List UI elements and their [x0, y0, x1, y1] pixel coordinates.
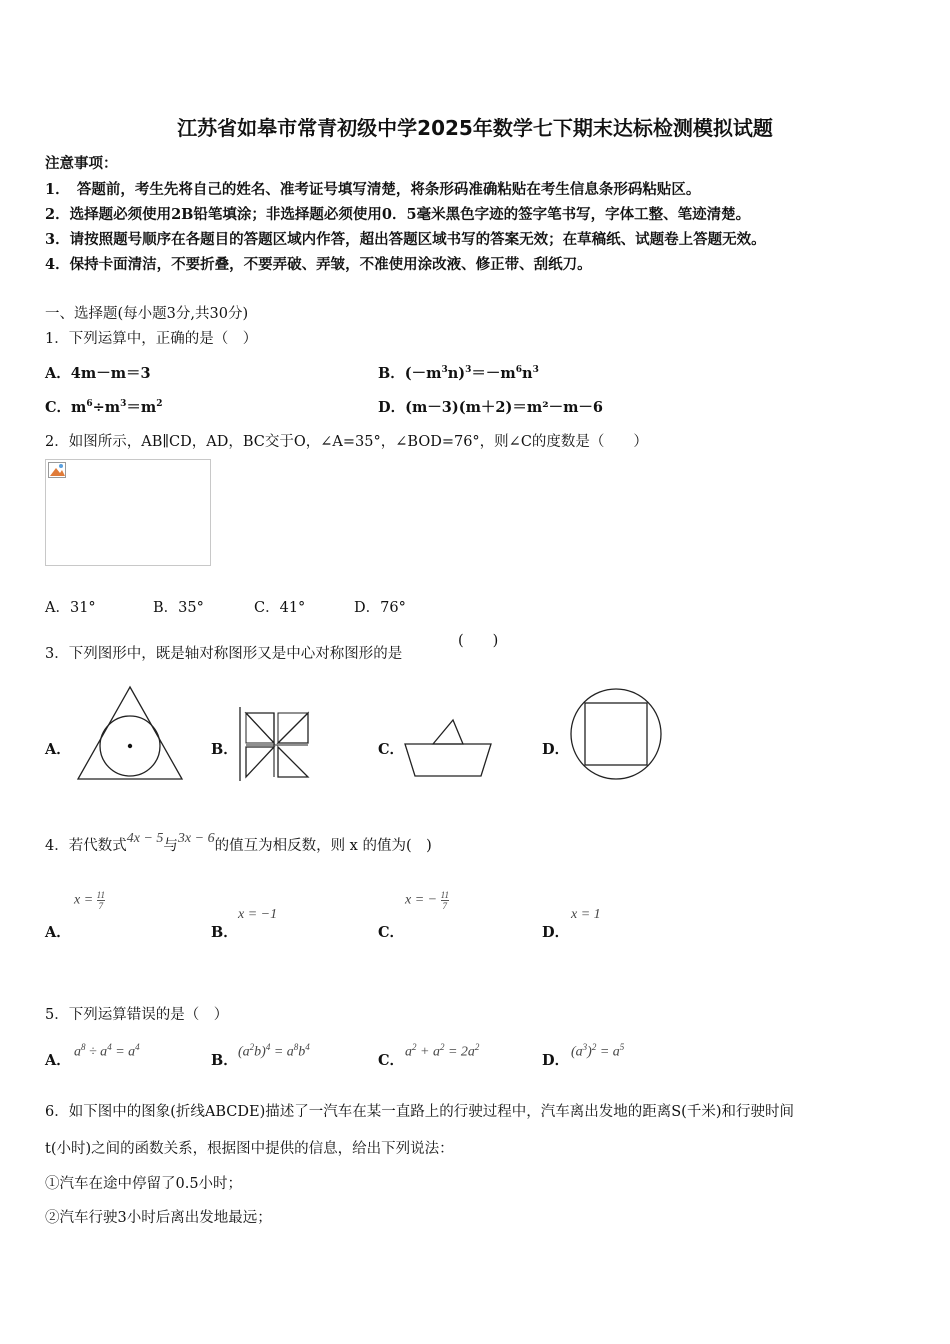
- question-4-stem: 4．若代数式4x − 5与3x − 6的值互为相反数，则 x 的值为( ): [45, 831, 432, 854]
- page-title: 江苏省如皋市常青初级中学2025年数学七下期末达标检测模拟试题: [177, 116, 773, 140]
- q3-label-c: C．: [378, 741, 405, 758]
- q5-option-a: $a^8 \div a^4 = a^4$: [74, 1042, 140, 1060]
- q2-option-a: A．31°: [45, 600, 96, 616]
- q2-option-b: B．35°: [153, 600, 204, 616]
- question-2-stem: 2．如图所示，AB∥CD，AD，BC交于O，∠A=35°，∠BOD=76°，则∠C的度数是（ ）: [45, 434, 648, 450]
- notice-item: 2．选择题必须使用2B铅笔填涂；非选择题必须使用0．5毫米黑色字迹的签字笔书写，字体工整、笔迹清楚。: [45, 206, 751, 223]
- q4-expr-2: 3x − 6: [177, 831, 215, 846]
- boat-figure: [403, 718, 493, 778]
- notice-item: 4．保持卡面清洁，不要折叠，不要弄破、弄皱，不准使用涂改液、修正带、刮纸刀。: [45, 256, 592, 273]
- q4-label-d: D．: [542, 924, 570, 941]
- q5-option-b: $(a^2b)^4 = a^8b^4$: [238, 1042, 310, 1060]
- pinwheel-figure: [238, 707, 314, 783]
- broken-image-placeholder: [45, 459, 211, 566]
- triangle-incircle-figure: [76, 685, 184, 781]
- section-heading: 一、选择题(每小题3分,共30分): [45, 306, 249, 322]
- question-1-stem: 1．下列运算中，正确的是（ ）: [45, 331, 258, 347]
- q5-label-d: D．: [542, 1052, 570, 1069]
- q4-label-a: A．: [45, 924, 71, 941]
- q4-option-a: x = $\frac{11}{7}$: [74, 890, 106, 911]
- question-6-statement-2: ②汽车行驶3小时后离出发地最远；: [45, 1210, 272, 1226]
- question-3-stem: 3．下列图形中，既是轴对称图形又是中心对称图形的是: [45, 646, 403, 662]
- q2-option-c: C．41°: [254, 600, 306, 616]
- q4-option-c: x = − $\frac{11}{7}$: [405, 890, 449, 911]
- question-6-line-1: 6．如下图中的图象(折线ABCDE)描述了一汽车在某一直路上的行驶过程中，汽车离出发地的距离S(千米)和行驶时间: [45, 1104, 794, 1120]
- question-6-statement-1: ①汽车在途中停留了0.5小时；: [45, 1176, 243, 1192]
- q3-label-b: B．: [211, 741, 238, 758]
- q5-option-d: $(a^3)^2 = a^5$: [571, 1042, 625, 1060]
- q4-label-b: B．: [211, 924, 238, 941]
- q1-option-d: D．(m－3)(m＋2)＝m²－m－6: [378, 399, 604, 416]
- q1-option-c: C．$m^6\div m^3=m^2$: [45, 399, 163, 416]
- notice-heading: 注意事项：: [45, 155, 118, 172]
- q1-option-b: B．$(-m^3n)^3=-m^6n^3$: [378, 365, 539, 382]
- q3-label-d: D．: [542, 741, 570, 758]
- q2-option-d: D．76°: [354, 600, 406, 616]
- q3-label-a: A．: [45, 741, 71, 758]
- notice-item: 1． 答题前，考生先将自己的姓名、准考证号填写清楚，将条形码准确粘贴在考生信息条形码粘贴区。: [45, 181, 701, 198]
- circle-square-figure: [568, 688, 664, 780]
- notice-item: 3．请按照题号顺序在各题目的答题区域内作答，超出答题区域书写的答案无效；在草稿纸、试题卷上答题无效。: [45, 231, 766, 248]
- q1-option-a: A．4m－m＝3: [45, 365, 151, 382]
- question-5-stem: 5．下列运算错误的是（ ）: [45, 1007, 229, 1023]
- q5-option-c: $a^2 + a^2 = 2a^2$: [405, 1042, 480, 1060]
- q4-expr-1: 4x − 5: [126, 831, 164, 846]
- q4-option-b: x = −1: [238, 907, 278, 922]
- question-3-paren: ( ): [458, 633, 499, 649]
- q4-option-d: x = 1: [571, 907, 601, 922]
- q5-label-c: C．: [378, 1052, 405, 1069]
- q4-label-c: C．: [378, 924, 405, 941]
- broken-image-icon: [48, 462, 66, 478]
- q5-label-a: A．: [45, 1052, 71, 1069]
- question-6-line-2: t(小时)之间的函数关系，根据图中提供的信息，给出下列说法：: [45, 1141, 454, 1157]
- q5-label-b: B．: [211, 1052, 238, 1069]
